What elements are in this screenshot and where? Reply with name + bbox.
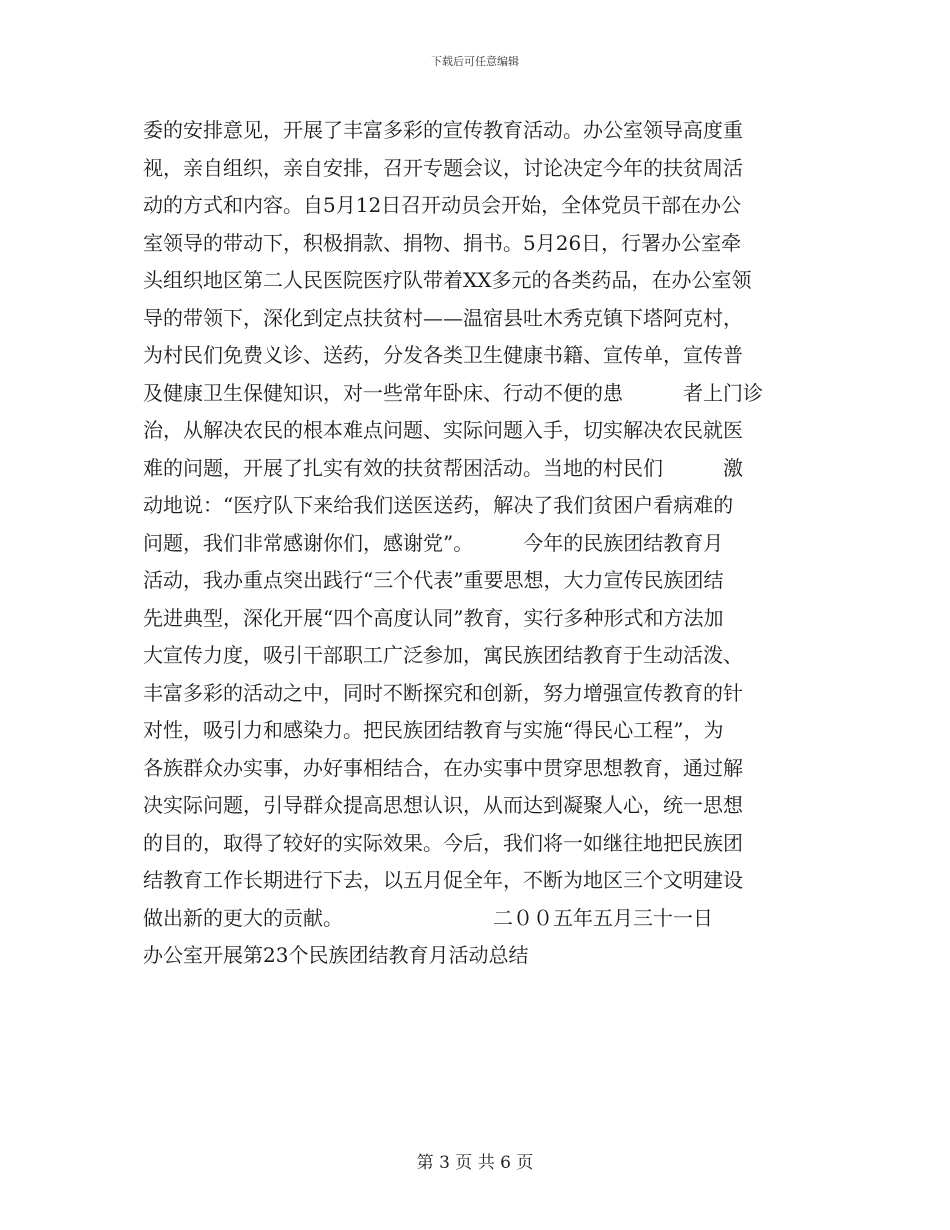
body-line: 问题，我们非常感谢你们，感谢党”。 今年的民族团结教育月: [143, 530, 724, 555]
body-line: 为村民们免费义诊、送药，分发各类卫生健康书籍、宣传单，宣传普: [143, 343, 743, 367]
body-line: 丰富多彩的活动之中，同时不断探究和创新，努力增强宣传教育的针: [143, 680, 743, 705]
body-line: 室领导的带动下，积极捐款、捐物、捐书。5月26日，行署办公室牵: [143, 230, 742, 255]
document-body: [143, 112, 823, 975]
body-line: 治，从解决农民的根本难点问题、实际问题入手，切实解决农民就医: [143, 418, 743, 442]
body-line: 动地说：“医疗队下来给我们送医送药，解决了我们贫困户看病难的: [143, 493, 734, 517]
body-line: 导的带领下，深化到定点扶贫村——温宿县吐木秀克镇下塔阿克村，: [143, 305, 743, 330]
body-line: 先进典型，深化开展“四个高度认同”教育，实行多种形式和方法加: [143, 605, 724, 630]
body-line-with-date: 做出新的更大的贡献。 二００五年五月三十一日: [143, 905, 713, 930]
body-line: 活动，我办重点突出践行“三个代表”重要思想，大力宣传民族团结: [143, 568, 724, 592]
body-line: 决实际问题，引导群众提高思想认识，从而达到凝聚人心，统一思想: [143, 793, 743, 817]
body-line: 头组织地区第二人民医院医疗队带着XX多元的各类药品，在办公室领: [143, 268, 752, 292]
page-number-footer: 第 3 页 共 6 页: [416, 1153, 534, 1173]
body-line: 各族群众办实事，办好事相结合，在办实事中贯穿思想教育，通过解: [143, 755, 743, 780]
body-line: 难的问题，开展了扎实有效的扶贫帮困活动。当地的村民们 激: [143, 455, 743, 480]
page-header: 下载后可任意编辑: [431, 55, 519, 68]
body-line: 视，亲自组织，亲自安排，召开专题会议，讨论决定今年的扶贫周活: [143, 155, 743, 180]
body-line: 委的安排意见，开展了丰富多彩的宣传教育活动。办公室领导高度重: [143, 118, 743, 142]
body-line: 大宣传力度，吸引干部职工广泛参加，寓民族团结教育于生动活泼、: [143, 643, 743, 667]
body-line: 的目的，取得了较好的实际效果。今后，我们将一如继往地把民族团: [143, 830, 743, 855]
body-line: 对性，吸引力和感染力。把民族团结教育与实施“得民心工程”，为: [143, 718, 724, 742]
body-line: 动的方式和内容。自5月12日召开动员会开始，全体党员干部在办公: [143, 193, 742, 217]
next-section-title: 办公室开展第23个民族团结教育月活动总结: [143, 943, 529, 967]
body-line: 结教育工作长期进行下去，以五月促全年，不断为地区三个文明建设: [143, 868, 743, 892]
body-line: 及健康卫生保健知识，对一些常年卧床、行动不便的患 者上门诊: [143, 380, 763, 405]
